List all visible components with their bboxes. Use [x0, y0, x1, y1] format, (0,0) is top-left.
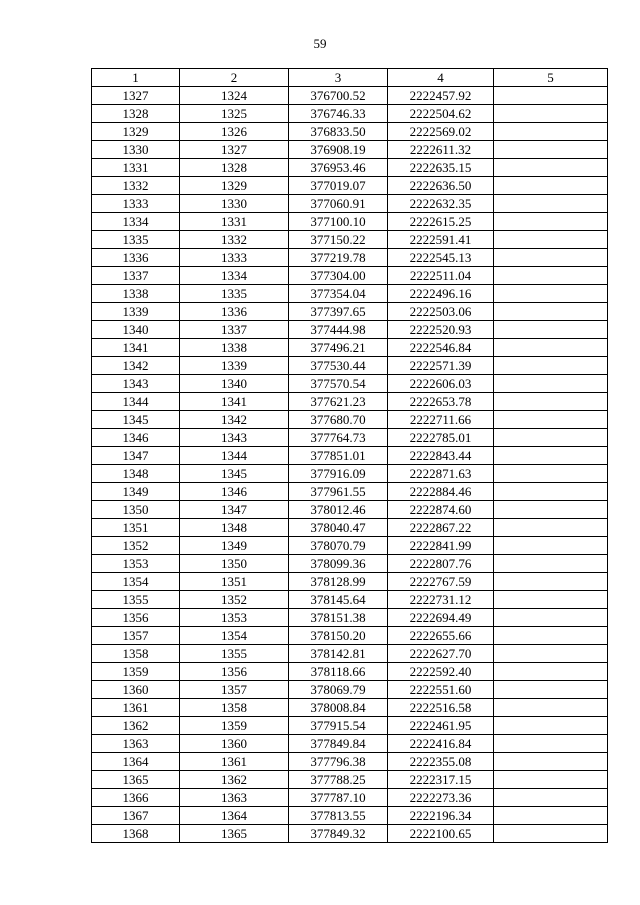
table-row — [92, 123, 608, 141]
table-cell-col-2: 1345 — [180, 465, 289, 483]
table-cell-col-4: 2222843.44 — [388, 447, 494, 465]
table-row — [92, 663, 608, 681]
table-cell-col-5 — [494, 159, 608, 177]
table-cell-col-1: 1359 — [92, 663, 180, 681]
table-cell-col-2: 1357 — [180, 681, 289, 699]
table-cell-col-3: 376700.52 — [289, 87, 388, 105]
table-cell-col-3: 377150.22 — [289, 231, 388, 249]
table-cell-col-1: 1353 — [92, 555, 180, 573]
table-cell-col-5 — [494, 231, 608, 249]
table-cell-col-5 — [494, 519, 608, 537]
table-cell-col-3: 377916.09 — [289, 465, 388, 483]
table-cell-col-1: 1351 — [92, 519, 180, 537]
table-cell-col-1: 1360 — [92, 681, 180, 699]
table-cell-col-4: 2222545.13 — [388, 249, 494, 267]
table-row — [92, 699, 608, 717]
table-cell-col-1: 1343 — [92, 375, 180, 393]
table-row — [92, 249, 608, 267]
table-cell-col-2: 1328 — [180, 159, 289, 177]
table-cell-col-5 — [494, 321, 608, 339]
table-row — [92, 555, 608, 573]
table-cell-col-4: 2222874.60 — [388, 501, 494, 519]
table-cell-col-2: 1346 — [180, 483, 289, 501]
table-cell-col-3: 376908.19 — [289, 141, 388, 159]
table-cell-col-4: 2222635.15 — [388, 159, 494, 177]
table-cell-col-5 — [494, 411, 608, 429]
table-cell-col-2: 1326 — [180, 123, 289, 141]
table-cell-col-5 — [494, 483, 608, 501]
table-cell-col-1: 1334 — [92, 213, 180, 231]
table-cell-col-2: 1325 — [180, 105, 289, 123]
table-row — [92, 645, 608, 663]
table-cell-col-4: 2222317.15 — [388, 771, 494, 789]
table-cell-col-2: 1332 — [180, 231, 289, 249]
table-cell-col-2: 1358 — [180, 699, 289, 717]
table-cell-col-3: 378070.79 — [289, 537, 388, 555]
table-row — [92, 591, 608, 609]
table-cell-col-5 — [494, 285, 608, 303]
table-cell-col-4: 2222196.34 — [388, 807, 494, 825]
table-cell-col-1: 1363 — [92, 735, 180, 753]
table-cell-col-1: 1352 — [92, 537, 180, 555]
table-cell-col-2: 1334 — [180, 267, 289, 285]
table-cell-col-5 — [494, 573, 608, 591]
table-cell-col-5 — [494, 681, 608, 699]
table-cell-col-1: 1331 — [92, 159, 180, 177]
table-row — [92, 735, 608, 753]
table-cell-col-4: 2222615.25 — [388, 213, 494, 231]
table-row — [92, 195, 608, 213]
table-cell-col-4: 2222627.70 — [388, 645, 494, 663]
table-cell-col-3: 377060.91 — [289, 195, 388, 213]
table-cell-col-3: 378040.47 — [289, 519, 388, 537]
table-row — [92, 213, 608, 231]
table-cell-col-4: 2222569.02 — [388, 123, 494, 141]
table-cell-col-1: 1337 — [92, 267, 180, 285]
table-cell-col-3: 377849.84 — [289, 735, 388, 753]
table-cell-col-4: 2222416.84 — [388, 735, 494, 753]
table-cell-col-5 — [494, 141, 608, 159]
table-cell-col-3: 378008.84 — [289, 699, 388, 717]
table-cell-col-4: 2222504.62 — [388, 105, 494, 123]
table-cell-col-3: 377851.01 — [289, 447, 388, 465]
table-cell-col-4: 2222841.99 — [388, 537, 494, 555]
table-row — [92, 717, 608, 735]
table-cell-col-1: 1368 — [92, 825, 180, 843]
table-cell-col-1: 1336 — [92, 249, 180, 267]
table-cell-col-4: 2222503.06 — [388, 303, 494, 321]
table-cell-col-5 — [494, 339, 608, 357]
table-cell-col-4: 2222496.16 — [388, 285, 494, 303]
table-row — [92, 537, 608, 555]
table-cell-col-3: 377019.07 — [289, 177, 388, 195]
table-cell-col-2: 1336 — [180, 303, 289, 321]
table-cell-col-4: 2222632.35 — [388, 195, 494, 213]
table-cell-col-4: 2222807.76 — [388, 555, 494, 573]
table-cell-col-5 — [494, 213, 608, 231]
table-cell-col-1: 1327 — [92, 87, 180, 105]
table-cell-col-3: 376953.46 — [289, 159, 388, 177]
table-cell-col-3: 378099.36 — [289, 555, 388, 573]
table-cell-col-3: 377680.70 — [289, 411, 388, 429]
table-cell-col-1: 1341 — [92, 339, 180, 357]
table-cell-col-5 — [494, 105, 608, 123]
table-cell-col-5 — [494, 267, 608, 285]
table-cell-col-5 — [494, 249, 608, 267]
table-cell-col-1: 1350 — [92, 501, 180, 519]
table-cell-col-2: 1352 — [180, 591, 289, 609]
table-cell-col-2: 1331 — [180, 213, 289, 231]
table-cell-col-1: 1338 — [92, 285, 180, 303]
table-cell-col-4: 2222606.03 — [388, 375, 494, 393]
table-cell-col-3: 377788.25 — [289, 771, 388, 789]
table-row — [92, 429, 608, 447]
table-row — [92, 267, 608, 285]
table-cell-col-5 — [494, 735, 608, 753]
table-cell-col-5 — [494, 87, 608, 105]
table-cell-col-2: 1351 — [180, 573, 289, 591]
table-cell-col-3: 377764.73 — [289, 429, 388, 447]
table-cell-col-5 — [494, 393, 608, 411]
table-cell-col-2: 1354 — [180, 627, 289, 645]
table-cell-col-1: 1347 — [92, 447, 180, 465]
table-cell-col-5 — [494, 807, 608, 825]
table-row — [92, 681, 608, 699]
table-cell-col-3: 378118.66 — [289, 663, 388, 681]
table-cell-col-4: 2222551.60 — [388, 681, 494, 699]
table-cell-col-1: 1348 — [92, 465, 180, 483]
table-cell-col-4: 2222711.66 — [388, 411, 494, 429]
table-cell-col-2: 1347 — [180, 501, 289, 519]
table-row — [92, 465, 608, 483]
table-cell-col-5 — [494, 555, 608, 573]
table-cell-col-1: 1349 — [92, 483, 180, 501]
table-cell-col-4: 2222655.66 — [388, 627, 494, 645]
table-cell-col-1: 1342 — [92, 357, 180, 375]
table-cell-col-2: 1364 — [180, 807, 289, 825]
table-cell-col-1: 1345 — [92, 411, 180, 429]
table-cell-col-3: 377304.00 — [289, 267, 388, 285]
table-row — [92, 573, 608, 591]
table-cell-col-4: 2222516.58 — [388, 699, 494, 717]
table-row — [92, 609, 608, 627]
table-cell-col-5 — [494, 537, 608, 555]
table-cell-col-5 — [494, 627, 608, 645]
table-cell-col-1: 1358 — [92, 645, 180, 663]
table-cell-col-3: 377796.38 — [289, 753, 388, 771]
table-cell-col-5 — [494, 177, 608, 195]
table-cell-col-1: 1333 — [92, 195, 180, 213]
table-cell-col-3: 377354.04 — [289, 285, 388, 303]
table-cell-col-3: 377219.78 — [289, 249, 388, 267]
table-cell-col-2: 1349 — [180, 537, 289, 555]
table-cell-col-4: 2222355.08 — [388, 753, 494, 771]
table-cell-col-3: 378012.46 — [289, 501, 388, 519]
table-cell-col-5 — [494, 717, 608, 735]
table-row — [92, 375, 608, 393]
table-cell-col-4: 2222100.65 — [388, 825, 494, 843]
table-cell-col-3: 378150.20 — [289, 627, 388, 645]
table-cell-col-4: 2222767.59 — [388, 573, 494, 591]
table-row — [92, 105, 608, 123]
table-cell-col-3: 378145.64 — [289, 591, 388, 609]
table-cell-col-4: 2222457.92 — [388, 87, 494, 105]
table-cell-col-1: 1366 — [92, 789, 180, 807]
table-cell-col-2: 1338 — [180, 339, 289, 357]
table-cell-col-2: 1327 — [180, 141, 289, 159]
table-cell-col-2: 1337 — [180, 321, 289, 339]
table-cell-col-2: 1324 — [180, 87, 289, 105]
table-body — [92, 87, 608, 843]
table-cell-col-1: 1335 — [92, 231, 180, 249]
table-cell-col-5 — [494, 591, 608, 609]
table-cell-col-1: 1330 — [92, 141, 180, 159]
table-cell-col-4: 2222571.39 — [388, 357, 494, 375]
table-row — [92, 771, 608, 789]
table-cell-col-2: 1333 — [180, 249, 289, 267]
table-row — [92, 789, 608, 807]
table-cell-col-4: 2222731.12 — [388, 591, 494, 609]
table-cell-col-1: 1344 — [92, 393, 180, 411]
table-cell-col-2: 1350 — [180, 555, 289, 573]
table-cell-col-5 — [494, 465, 608, 483]
table-cell-col-1: 1365 — [92, 771, 180, 789]
table-cell-col-5 — [494, 375, 608, 393]
table-cell-col-2: 1342 — [180, 411, 289, 429]
table-cell-col-5 — [494, 663, 608, 681]
table-cell-col-2: 1363 — [180, 789, 289, 807]
table-cell-col-1: 1362 — [92, 717, 180, 735]
table-cell-col-3: 377100.10 — [289, 213, 388, 231]
table-row — [92, 447, 608, 465]
table-cell-col-3: 376833.50 — [289, 123, 388, 141]
table-cell-col-4: 2222867.22 — [388, 519, 494, 537]
table-cell-col-2: 1348 — [180, 519, 289, 537]
table-cell-col-5 — [494, 771, 608, 789]
table-cell-col-5 — [494, 789, 608, 807]
table-cell-col-2: 1353 — [180, 609, 289, 627]
table-cell-col-2: 1362 — [180, 771, 289, 789]
table-row — [92, 411, 608, 429]
table-cell-col-5 — [494, 447, 608, 465]
table-cell-col-4: 2222511.04 — [388, 267, 494, 285]
table-cell-col-5 — [494, 699, 608, 717]
table-cell-col-2: 1365 — [180, 825, 289, 843]
table-row — [92, 321, 608, 339]
table-cell-col-1: 1356 — [92, 609, 180, 627]
column-header-3: 3 — [289, 69, 388, 87]
table-cell-col-4: 2222611.32 — [388, 141, 494, 159]
table-cell-col-3: 377813.55 — [289, 807, 388, 825]
table-cell-col-2: 1356 — [180, 663, 289, 681]
table-cell-col-5 — [494, 753, 608, 771]
table-cell-col-2: 1361 — [180, 753, 289, 771]
table-cell-col-2: 1339 — [180, 357, 289, 375]
table-cell-col-3: 377915.54 — [289, 717, 388, 735]
table-cell-col-4: 2222636.50 — [388, 177, 494, 195]
table-cell-col-4: 2222273.36 — [388, 789, 494, 807]
table-cell-col-5 — [494, 357, 608, 375]
table-row — [92, 519, 608, 537]
table-cell-col-3: 378142.81 — [289, 645, 388, 663]
column-header-5: 5 — [494, 69, 608, 87]
table-cell-col-2: 1330 — [180, 195, 289, 213]
table-cell-col-2: 1335 — [180, 285, 289, 303]
column-header-1: 1 — [92, 69, 180, 87]
table-cell-col-4: 2222694.49 — [388, 609, 494, 627]
table-cell-col-4: 2222884.46 — [388, 483, 494, 501]
table-cell-col-1: 1367 — [92, 807, 180, 825]
column-header-4: 4 — [388, 69, 494, 87]
table-cell-col-2: 1359 — [180, 717, 289, 735]
table-cell-col-1: 1357 — [92, 627, 180, 645]
table-cell-col-1: 1340 — [92, 321, 180, 339]
table-row — [92, 483, 608, 501]
table-cell-col-4: 2222546.84 — [388, 339, 494, 357]
table-row — [92, 141, 608, 159]
table-row — [92, 753, 608, 771]
table-cell-col-1: 1339 — [92, 303, 180, 321]
table-row — [92, 303, 608, 321]
table-row — [92, 159, 608, 177]
header-row — [92, 69, 608, 87]
table-cell-col-2: 1343 — [180, 429, 289, 447]
table-row — [92, 807, 608, 825]
table-cell-col-1: 1346 — [92, 429, 180, 447]
table-cell-col-1: 1354 — [92, 573, 180, 591]
table-cell-col-5 — [494, 609, 608, 627]
table-cell-col-5 — [494, 195, 608, 213]
table-cell-col-3: 377397.65 — [289, 303, 388, 321]
table-cell-col-5 — [494, 825, 608, 843]
column-header-2: 2 — [180, 69, 289, 87]
table-cell-col-2: 1360 — [180, 735, 289, 753]
table-cell-col-3: 377570.54 — [289, 375, 388, 393]
table-cell-col-3: 377444.98 — [289, 321, 388, 339]
table-cell-col-3: 377496.21 — [289, 339, 388, 357]
table-cell-col-3: 377621.23 — [289, 393, 388, 411]
table-cell-col-5 — [494, 645, 608, 663]
table-cell-col-4: 2222591.41 — [388, 231, 494, 249]
table-cell-col-1: 1332 — [92, 177, 180, 195]
table-cell-col-3: 377787.10 — [289, 789, 388, 807]
table-row — [92, 231, 608, 249]
table-cell-col-3: 377849.32 — [289, 825, 388, 843]
table-cell-col-1: 1329 — [92, 123, 180, 141]
table-cell-col-2: 1340 — [180, 375, 289, 393]
table-cell-col-4: 2222520.93 — [388, 321, 494, 339]
table-cell-col-3: 376746.33 — [289, 105, 388, 123]
table-row — [92, 87, 608, 105]
table-cell-col-5 — [494, 123, 608, 141]
table-row — [92, 339, 608, 357]
table-cell-col-5 — [494, 501, 608, 519]
table-cell-col-3: 378069.79 — [289, 681, 388, 699]
coordinates-table — [91, 68, 608, 843]
table-cell-col-4: 2222461.95 — [388, 717, 494, 735]
table-row — [92, 501, 608, 519]
table-cell-col-1: 1364 — [92, 753, 180, 771]
table-cell-col-5 — [494, 303, 608, 321]
table-cell-col-4: 2222785.01 — [388, 429, 494, 447]
table-cell-col-2: 1355 — [180, 645, 289, 663]
table-cell-col-4: 2222871.63 — [388, 465, 494, 483]
table-cell-col-2: 1329 — [180, 177, 289, 195]
table-row — [92, 627, 608, 645]
table-cell-col-5 — [494, 429, 608, 447]
page-number: 59 — [313, 36, 327, 51]
table-cell-col-4: 2222653.78 — [388, 393, 494, 411]
table-cell-col-1: 1355 — [92, 591, 180, 609]
table-cell-col-2: 1344 — [180, 447, 289, 465]
table-cell-col-2: 1341 — [180, 393, 289, 411]
table-cell-col-3: 378128.99 — [289, 573, 388, 591]
table-cell-col-3: 377961.55 — [289, 483, 388, 501]
table-row — [92, 825, 608, 843]
table-cell-col-1: 1361 — [92, 699, 180, 717]
table-cell-col-3: 377530.44 — [289, 357, 388, 375]
table-row — [92, 357, 608, 375]
table-header — [92, 69, 608, 87]
table-row — [92, 393, 608, 411]
table-cell-col-3: 378151.38 — [289, 609, 388, 627]
table-row — [92, 285, 608, 303]
table-cell-col-1: 1328 — [92, 105, 180, 123]
table-cell-col-4: 2222592.40 — [388, 663, 494, 681]
table-row — [92, 177, 608, 195]
